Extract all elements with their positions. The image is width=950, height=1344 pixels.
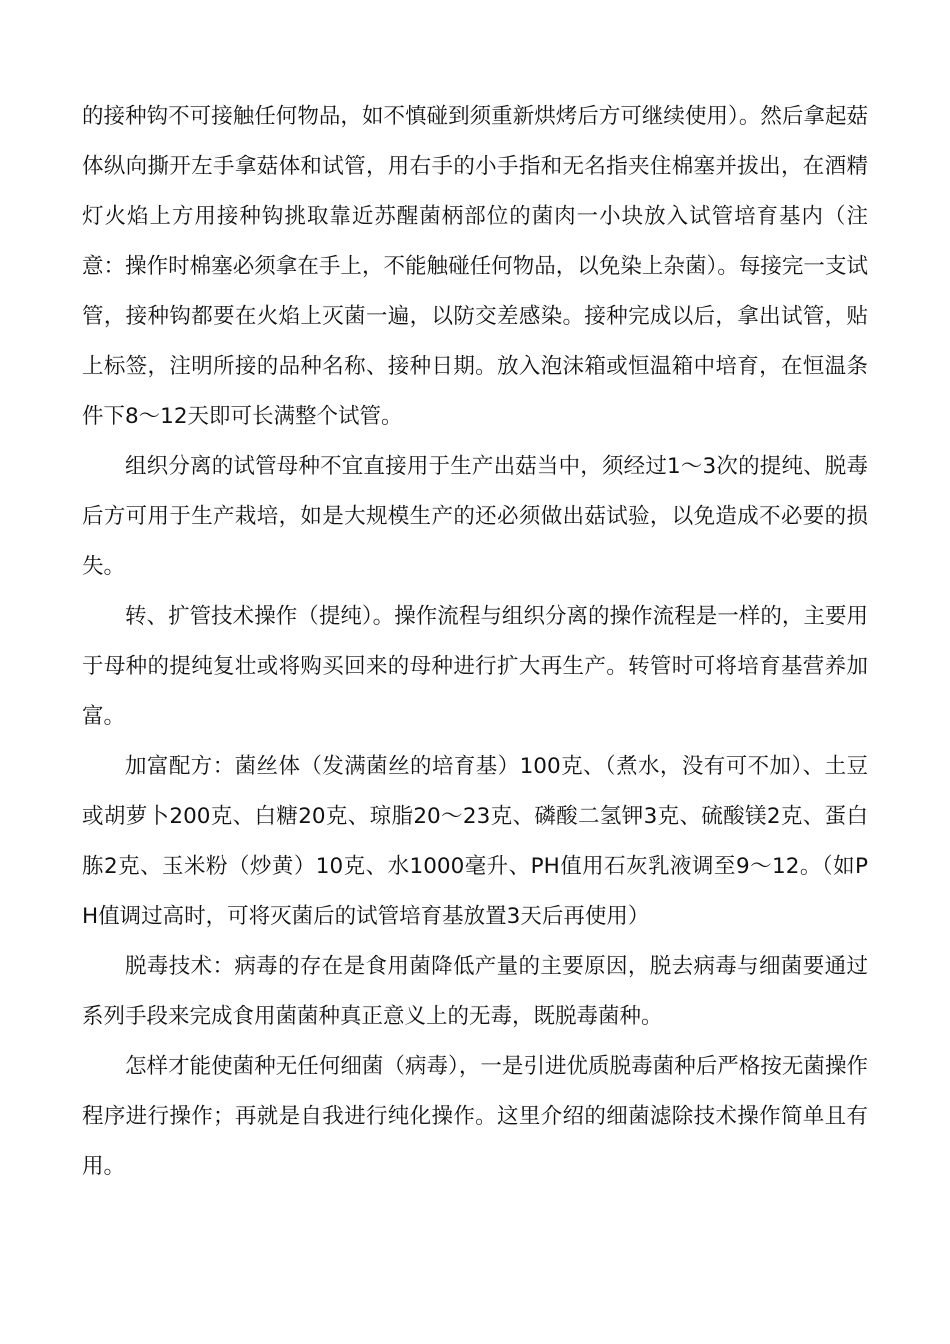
paragraph-tube-transfer: 转、扩管技术操作（提纯）。操作流程与组织分离的操作流程是一样的，主要用于母种的提纯复壮或将购买回来的母种进行扩大再生产。转管时可将培育基营养加富。 [82,604,868,729]
paragraph-detox-technique: 脱毒技术：病毒的存在是食用菌降低产量的主要原因，脱去病毒与细菌要通过系列手段来完成食用菌菌种真正意义上的无毒，既脱毒菌种。 [82,954,868,1029]
document-page [82,92,868,1192]
paragraph-sterile-method: 怎样才能使菌种无任何细菌（病毒），一是引进优质脱毒菌种后严格按无菌操作程序进行操作；再就是自我进行纯化操作。这里介绍的细菌滤除技术操作简单且有用。 [82,1054,868,1179]
paragraph-inoculation-procedure: 的接种钩不可接触任何物品，如不慎碰到须重新烘烤后方可继续使用）。然后拿起菇体纵向撕开左手拿菇体和试管，用右手的小手指和无名指夹住棉塞并拔出，在酒精灯火焰上方用接种钩挑取靠近苏醒菌柄部位的菌肉一小块放入试管培育基内（注意：操作时棉塞必须拿在手上，不能触碰任何物品，以免染上杂菌）。每接完一支试管，接种钩都要在火焰上灭菌一遍，以防交差感染。接种完成以后，拿出试管，贴上标签，注明所接的品种名称、接种日期。放入泡沫箱或恒温箱中培育，在恒温条件下8～12天即可长满整个试管。 [82,104,868,429]
paragraph-enrichment-formula: 加富配方：菌丝体（发满菌丝的培育基）100克、（煮水，没有可不加）、土豆或胡萝卜200克、白糖20克、琼脂20～23克、磷酸二氢钾3克、硫酸镁2克、蛋白胨2克、玉米粉（炒黄）10克、水1000毫升、PH值用石灰乳液调至9～12。（如PH值调过高时，可将灭菌后的试管培育基放置3天后再使用） [82,754,868,929]
paragraph-purification-note: 组织分离的试管母种不宜直接用于生产出菇当中，须经过1～3次的提纯、脱毒后方可用于生产栽培，如是大规模生产的还必须做出菇试验，以免造成不必要的损失。 [82,454,868,579]
